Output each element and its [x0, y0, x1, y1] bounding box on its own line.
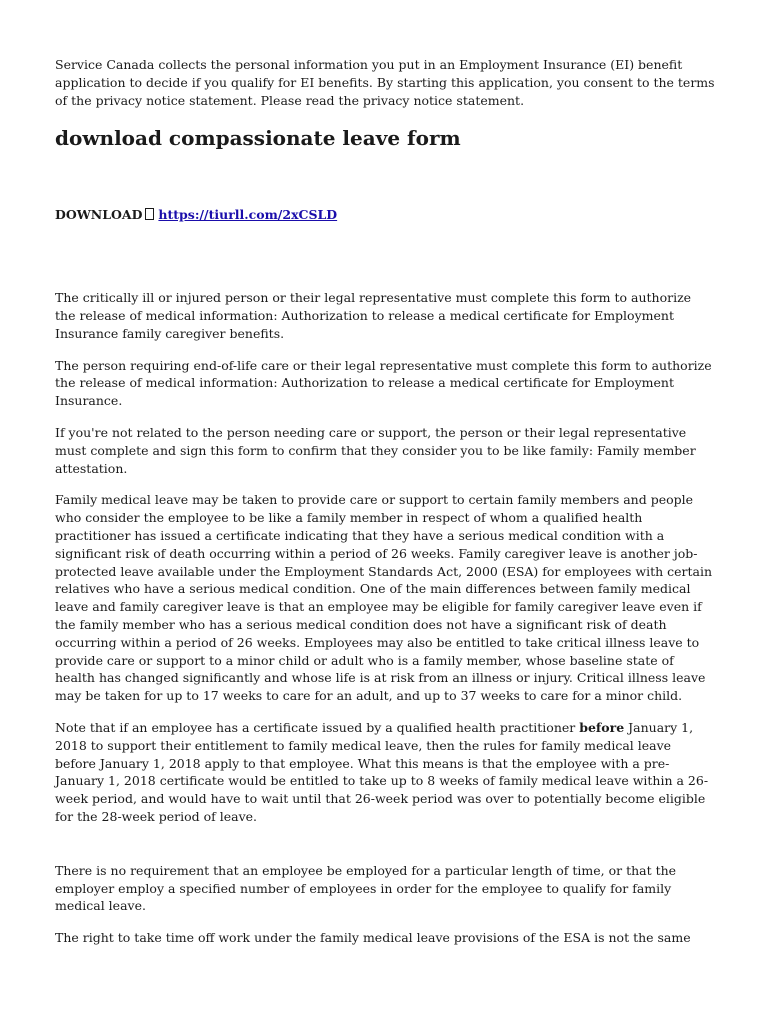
- missing-glyph-icon: [145, 208, 154, 220]
- document-page: [55, 56, 715, 961]
- page-title: download compassionate leave form: [55, 126, 461, 151]
- download-link[interactable]: https://tiurll.com/2xCSLD: [158, 207, 338, 223]
- paragraph-certificate-note: [55, 719, 715, 826]
- certificate-note-bold: before: [579, 719, 625, 735]
- paragraph-right-to-time-off: The right to take time off work under the family medical leave provisions of the ESA is not the same: [55, 930, 691, 946]
- certificate-note-end: January 1, 2018 to support their entitlement to family medical leave, then the rules for family medical leave before January 1, 2018 apply to that employee. What this means is that the employee with a pre-January 1, 2018 certificate would be entitled to take up to 8 weeks of family medical leave within a 26-week period, and would have to wait until that 26-week period was over to potentially become eligible for the 28-week period of leave.: [55, 719, 709, 824]
- paragraph-medical-authorization: The critically ill or injured person or their legal representative must complete this form to authorize the release of medical information: Authorization to release a medical certificate for Employment Insurance family caregiver benefits.: [55, 290, 692, 341]
- paragraph-family-attestation: If you're not related to the person needing care or support, the person or their legal representative must complete and sign this form to confirm that they consider you to be like family: Family member attestation.: [55, 424, 696, 476]
- download-line: [55, 206, 715, 224]
- article-body: [55, 289, 715, 947]
- privacy-intro-text: Service Canada collects the personal information you put in an Employment Insurance (EI) benefit application to decide if you qualify for EI benefits. By starting this application, you consent to the terms of the privacy notice statement. Please read the privacy notice statement.: [55, 57, 715, 108]
- paragraph-no-requirement: There is no requirement that an employee be employed for a particular length of time, or that the employer employ a specified number of employees in order for the employee to qualify for family medical leave.: [55, 862, 677, 914]
- certificate-note-start: Note that if an employee has a certificate issued by a qualified health practitioner: [55, 719, 580, 735]
- paragraph-family-medical-leave: Family medical leave may be taken to provide care or support to certain family members and people who consider the employee to be like a family member in respect of whom a qualified health practitioner has issued a certificate indicating that they have a serious medical condition with a significant risk of death occurring within a period of 26 weeks. Family caregiver leave is another job-protected leave available under the Employment Standards Act, 2000 (ESA) for employees with certain relatives who have a serious medical condition. One of the main differences between family medical leave and family caregiver leave is that an employee may be eligible for family caregiver leave even if the family member who has a serious medical condition does not have a significant risk of death occurring within a period of 26 weeks. Employees may also be entitled to take critical illness leave to provide care or support to a minor child or adult who is a family member, whose baseline state of health has changed significantly and whose life is at risk from an illness or injury. Critical illness leave may be taken for up to 17 weeks to care for an adult, and up to 37 weeks to care for a minor child.: [55, 492, 713, 704]
- paragraph-end-of-life-authorization: The person requiring end-of-life care or their legal representative must complete this form to authorize the release of medical information: Authorization to release a medical certificate for Employment Insurance.: [55, 357, 712, 409]
- download-label: DOWNLOAD: [55, 207, 143, 223]
